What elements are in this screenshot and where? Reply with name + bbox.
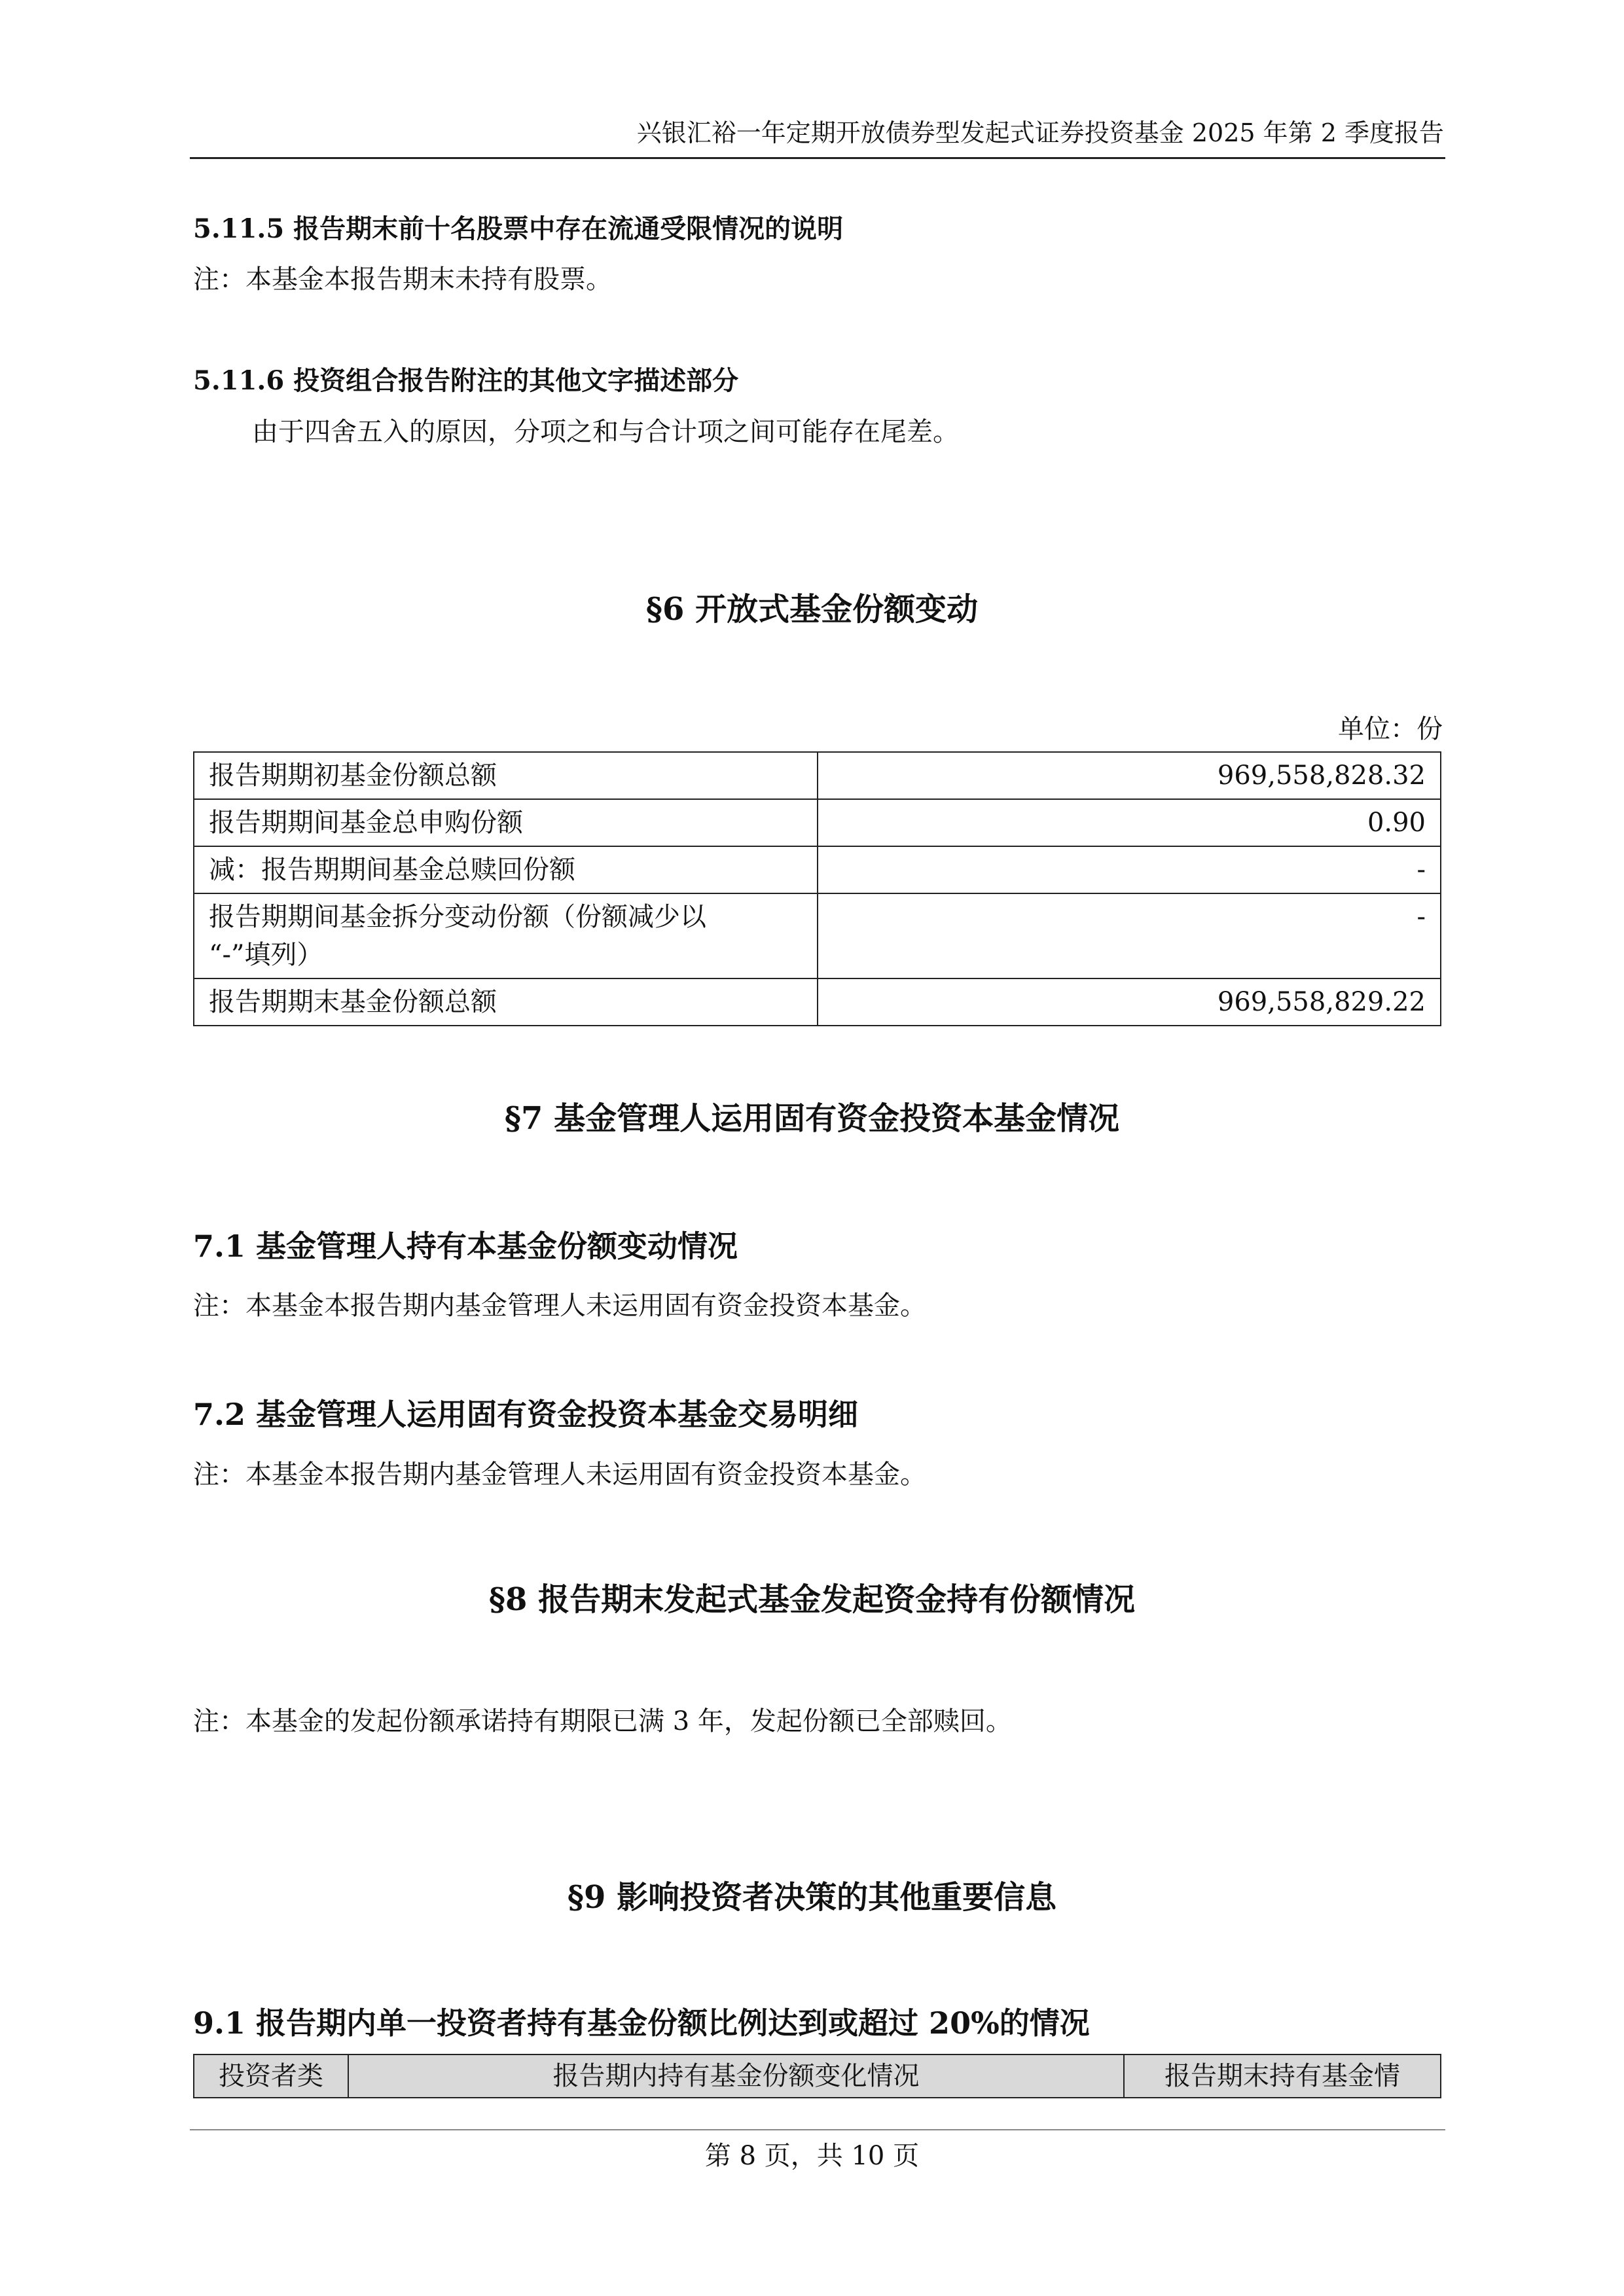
heading-9-1: 9.1 报告期内单一投资者持有基金份额比例达到或超过 20%的情况 (193, 2005, 1090, 2041)
heading-5-11-5: 5.11.5 报告期末前十名股票中存在流通受限情况的说明 (193, 213, 844, 244)
row-label: 报告期期末基金份额总额 (194, 978, 818, 1026)
footer-divider (190, 2129, 1445, 2130)
row-value: - (818, 893, 1441, 978)
row-value: - (818, 846, 1441, 893)
note-7-1: 注：本基金本报告期内基金管理人未运用固有资金投资本基金。 (193, 1291, 926, 1321)
heading-7-1: 7.1 基金管理人持有本基金份额变动情况 (193, 1229, 738, 1264)
row-label-line: 报告期期间基金拆分变动份额（份额减少以 (209, 902, 706, 932)
table-row (194, 846, 1441, 893)
row-label-line: “-”填列） (209, 940, 323, 970)
column-header: 报告期末持有基金情 (1124, 2054, 1441, 2098)
share-change-table (193, 751, 1441, 1026)
row-label (194, 893, 818, 978)
row-value: 0.90 (818, 799, 1441, 846)
heading-5-11-6: 5.11.6 投资组合报告附注的其他文字描述部分 (193, 365, 739, 396)
section-7-title: §7 基金管理人运用固有资金投资本基金情况 (504, 1100, 1120, 1137)
row-value: 969,558,828.32 (818, 752, 1441, 799)
table-row (194, 799, 1441, 846)
row-label: 减：报告期期间基金总赎回份额 (194, 846, 818, 893)
heading-7-2: 7.2 基金管理人运用固有资金投资本基金交易明细 (193, 1397, 859, 1432)
table-row (194, 978, 1441, 1026)
section-8-title: §8 报告期末发起式基金发起资金持有份额情况 (488, 1581, 1136, 1618)
section-9-title: §9 影响投资者决策的其他重要信息 (567, 1879, 1057, 1916)
row-label: 报告期期初基金份额总额 (194, 752, 818, 799)
table-header-row (194, 2054, 1441, 2098)
text-5-11-6: 由于四舍五入的原因，分项之和与合计项之间可能存在尾差。 (252, 417, 959, 447)
page-number: 第 8 页，共 10 页 (704, 2141, 920, 2171)
row-label: 报告期期间基金总申购份额 (194, 799, 818, 846)
table-row (194, 752, 1441, 799)
header-divider (190, 157, 1445, 159)
column-header: 投资者类 (194, 2054, 348, 2098)
investor-holding-table (193, 2054, 1441, 2098)
column-header: 报告期内持有基金份额变化情况 (348, 2054, 1124, 2098)
note-5-11-5: 注：本基金本报告期末未持有股票。 (193, 264, 612, 295)
table-row (194, 893, 1441, 978)
report-header-title: 兴银汇裕一年定期开放债券型发起式证券投资基金 2025 年第 2 季度报告 (636, 118, 1444, 147)
unit-label: 单位：份 (1338, 714, 1443, 744)
note-7-2: 注：本基金本报告期内基金管理人未运用固有资金投资本基金。 (193, 1460, 926, 1490)
note-8: 注：本基金的发起份额承诺持有期限已满 3 年，发起份额已全部赎回。 (193, 1706, 1012, 1736)
section-6-title: §6 开放式基金份额变动 (645, 591, 979, 628)
row-value: 969,558,829.22 (818, 978, 1441, 1026)
